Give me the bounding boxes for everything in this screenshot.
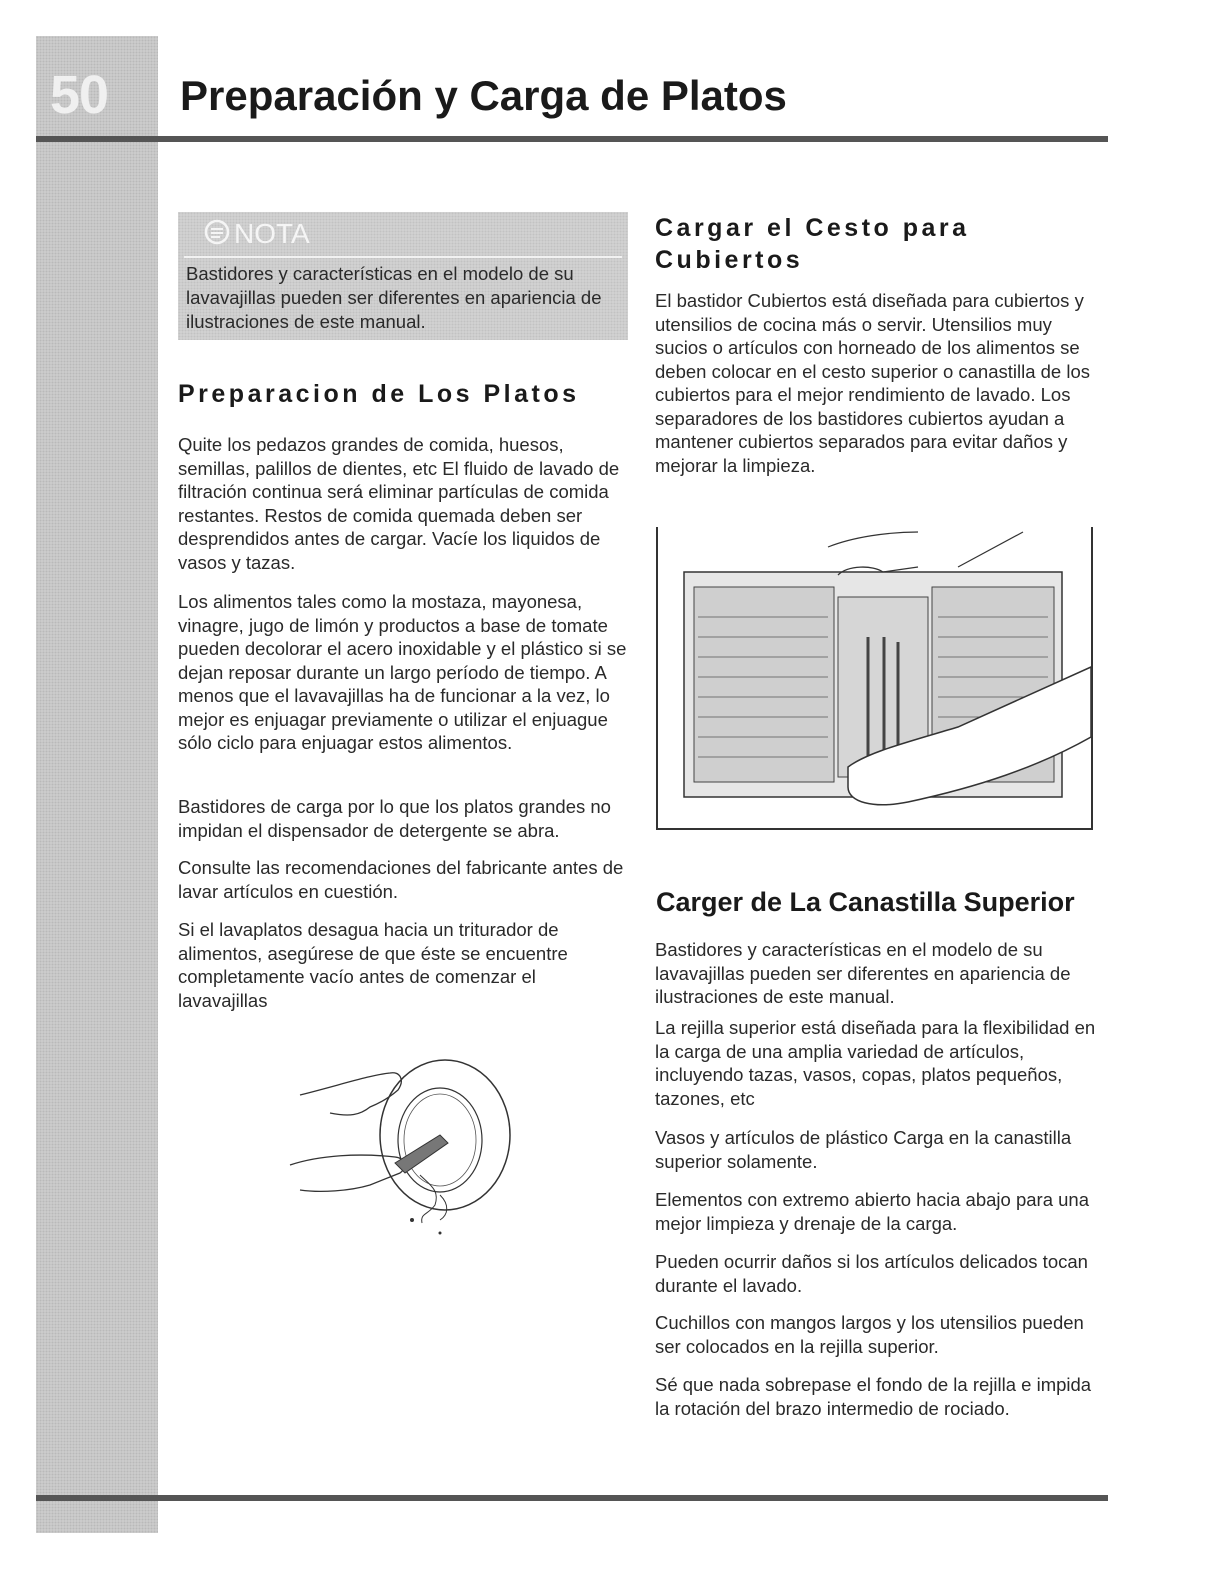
note-label: NOTA [234, 218, 310, 249]
paragraph: Cuchillos con mangos largos y los utensilios pueden ser colocados en la rejilla superior. [655, 1312, 1084, 1357]
note-text: Bastidores y características en el modelo de su lavavajillas pueden ser diferentes en apariencia de ilustraciones de este manual. [186, 263, 602, 332]
paragraph: El bastidor Cubiertos está diseñada para cubiertos y utensilios de cocina más o servir. Utensilios muy sucios o artículos con horneado de los alimentos se deben colocar en el cesto superior o canastilla de los cubiertos para el mejor rendimiento de lavado. Los separadores de los bastidores cubiertos ayudan a mantener cubiertos separados para evitar daños y mejorar la limpieza. [655, 290, 1091, 476]
paragraph: La rejilla superior está diseñada para la flexibilidad en la carga de una amplia variedad de artículos, incluyendo tazas, vasos, copas, platos pequeños, tazones, etc [655, 1017, 1096, 1109]
header-rule [36, 136, 1108, 142]
note-divider [184, 256, 622, 258]
plate-rinse-illustration [280, 1055, 520, 1240]
paragraph: Bastidores de carga por lo que los platos grandes no impidan el dispensador de detergente se abra. [178, 796, 611, 841]
paragraph: Consulte las recomendaciones del fabricante antes de lavar artículos en cuestión. [178, 857, 624, 902]
note-icon [204, 219, 230, 252]
section-heading-preparacion: Preparacion de Los Platos [178, 380, 580, 408]
side-band [36, 36, 158, 1533]
note-heading [204, 218, 310, 252]
paragraph: Sé que nada sobrepase el fondo de la rejilla e impida la rotación del brazo intermedio de rociado. [655, 1374, 1092, 1419]
page-number: 50 [50, 65, 109, 125]
section-heading-cesto-line2: Cubiertos [655, 246, 804, 274]
page-title: Preparación y Carga de Platos [180, 72, 787, 119]
footer-rule [36, 1495, 1108, 1501]
paragraph: Bastidores y características en el modelo de su lavavajillas pueden ser diferentes en apariencia de ilustraciones de este manual. [655, 939, 1071, 1007]
paragraph: Quite los pedazos grandes de comida, huesos, semillas, palillos de dientes, etc El fluido de lavado de filtración continua será eliminar partículas de comida restantes. Restos de comida quemada deben ser desprendidos antes de cargar. Vacíe los liquidos de vasos y tazas. [178, 434, 620, 573]
section-heading-cesto-line1: Cargar el Cesto para [655, 214, 970, 242]
paragraph: Los alimentos tales como la mostaza, mayonesa, vinagre, jugo de limón y productos a base de tomate pueden decolorar el acero inoxidable y el plástico si se dejan reposar durante un largo período de tiempo. A menos que el lavavajillas ha de funcionar a la vez, lo mejor es enjuagar previamente o utilizar el enjuague sólo ciclo para enjuagar estos alimentos. [178, 591, 627, 753]
silverware-basket-illustration [656, 527, 1093, 830]
paragraph: Pueden ocurrir daños si los artículos delicados tocan durante el lavado. [655, 1251, 1088, 1296]
note-box [178, 212, 628, 340]
paragraph: Elementos con extremo abierto hacia abajo para una mejor limpieza y drenaje de la carga. [655, 1189, 1089, 1234]
paragraph: Si el lavaplatos desagua hacia un triturador de alimentos, asegúrese de que éste se encuentre completamente vacío antes de comenzar el lavavajillas [178, 919, 568, 1011]
paragraph: Vasos y artículos de plástico Carga en la canastilla superior solamente. [655, 1127, 1072, 1172]
section-heading-canastilla: Carger de La Canastilla Superior [656, 887, 1075, 917]
